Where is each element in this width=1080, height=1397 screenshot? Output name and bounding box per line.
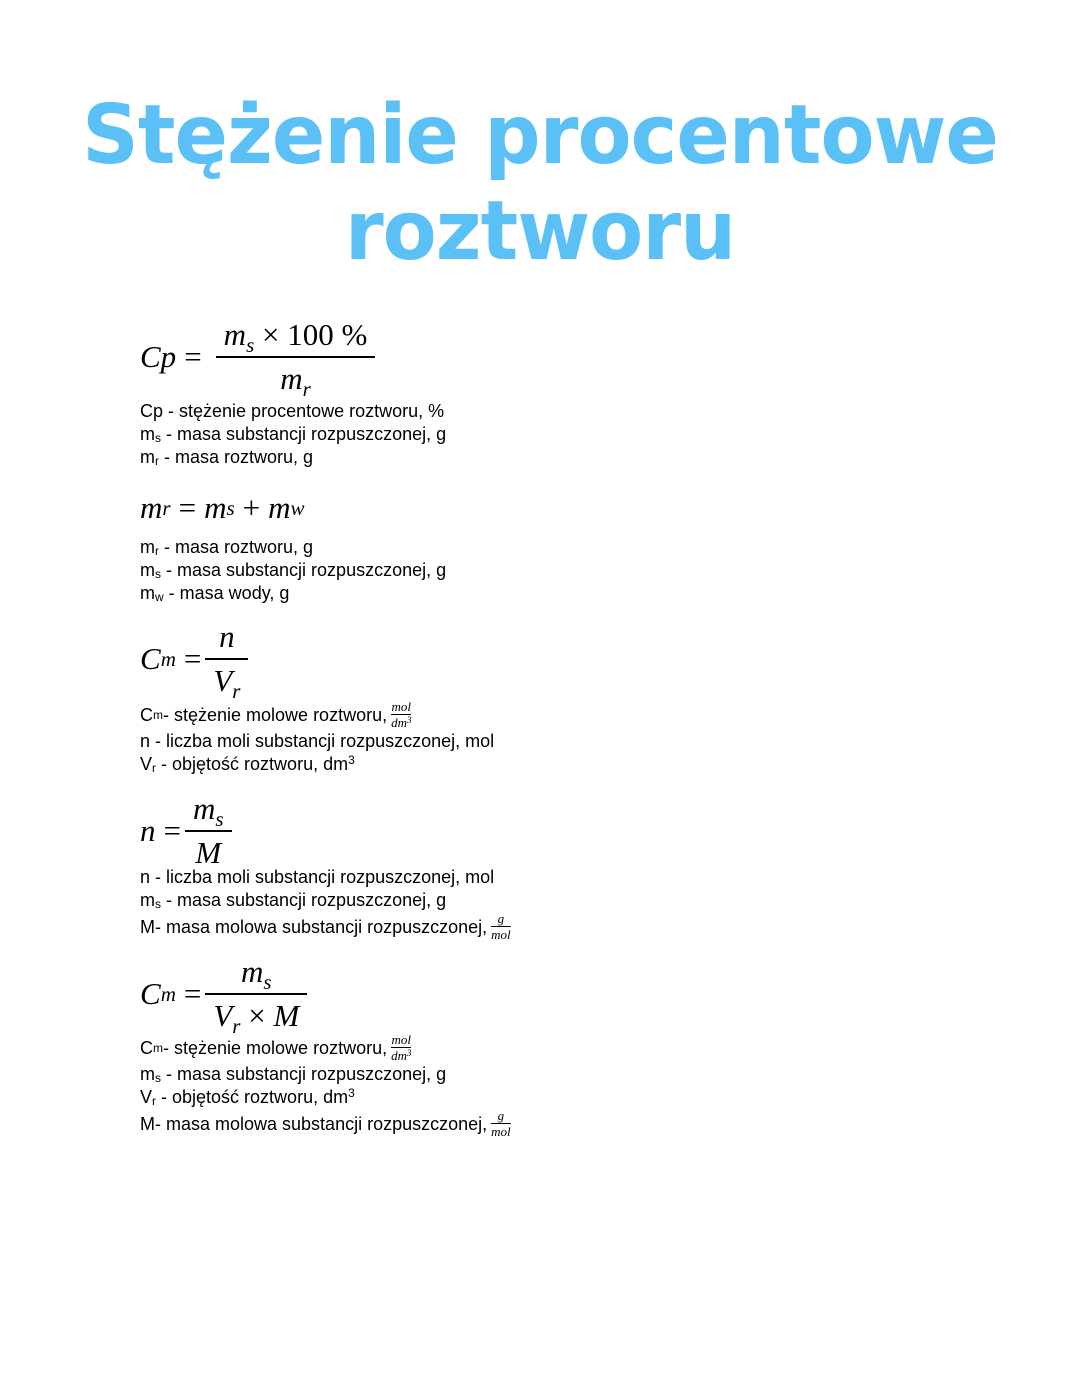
legend-line: $m_w$ - masa wody, g [140,583,290,604]
formula-5-legend [140,1033,511,1139]
legend-line: $V_r$ - objętość roztworu, $dm^3$ [140,753,355,775]
formula-3-legend [140,700,494,776]
unit-fraction: g mol [491,1108,511,1139]
legend-line: M - masa molowa substancji rozpuszczonej, g mol [140,1108,511,1139]
unit-fraction: g mol [491,911,511,942]
formula-2-legend [140,536,446,605]
formula-4-legend [140,866,511,942]
legend-line: Cp - stężenie procentowe roztworu, % [140,401,445,421]
legend-line: C m - stężenie molowe roztworu, mol $dm^3$ [140,699,412,730]
formula-cm-mass: C m = $\frac{m_s}{V_r \times M}$ [140,955,511,1033]
legend-line: $m_r$ - masa roztworu, g [140,447,314,468]
legend-line: n - liczba moli substancji rozpuszczonej, mol [140,731,495,751]
legend-line: C m - stężenie molowe roztworu, mol $dm^3$ [140,1032,412,1063]
unit-fraction: mol $dm^3$ [391,699,412,730]
formula-cm: C m = $\frac{n}{V_r}$ [140,620,494,698]
formula-molar-concentration-mass [140,955,511,1139]
legend-line: M - masa molowa substancji rozpuszczonej, g mol [140,911,511,942]
legend-line: $m_s$ - masa substancji rozpuszczonej, g [140,560,447,581]
legend-line: $V_r$ - objętość roztworu, $dm^3$ [140,1086,355,1108]
formula-mr: m r = m s + m w [140,490,305,525]
formula-solution-mass [140,490,446,605]
page-title [22,88,1059,280]
title-line-2: roztworu [344,184,736,279]
formula-n: n = $\frac{m_s}{M}$ [140,792,511,870]
legend-line: $m_s$ - masa substancji rozpuszczonej, g [140,890,447,911]
title-line-1: Stężenie procentowe [82,88,998,183]
formula-1-legend [140,400,446,469]
formula-molar-concentration [140,620,494,776]
legend-line: n - liczba moli substancji rozpuszczonej, mol [140,867,495,887]
formula-percent-concentration [140,318,446,469]
formula-cp: Cp = $\frac{m_s \times 100 \%}{m_r}$ [140,318,446,396]
legend-line: $m_s$ - masa substancji rozpuszczonej, g [140,424,447,445]
legend-line: $m_r$ - masa roztworu, g [140,537,314,558]
unit-fraction: mol $dm^3$ [391,1032,412,1063]
legend-line: $m_s$ - masa substancji rozpuszczonej, g [140,1064,447,1085]
formula-moles [140,792,511,942]
